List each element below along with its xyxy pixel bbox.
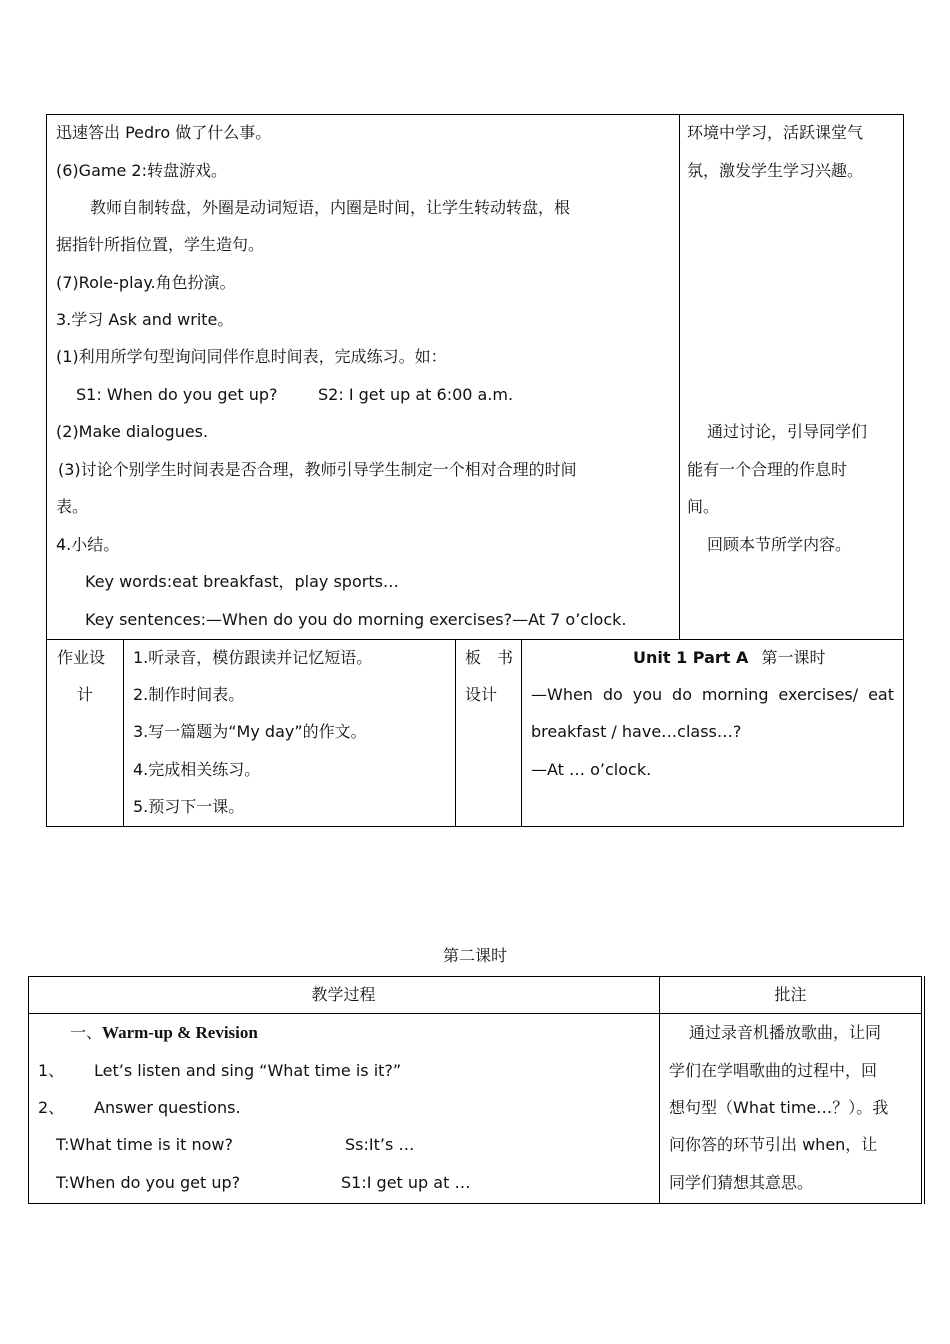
table-edge (924, 976, 925, 1204)
header-divider (28, 1013, 922, 1014)
homework-item: 2.制作时间表。 (133, 685, 245, 704)
procedure-line: 迅速答出 Pedro 做了什么事。 (56, 123, 272, 142)
board-line: breakfast / have…class…? (531, 722, 742, 741)
board-label: 设计 (465, 685, 498, 704)
key-sentences: Key sentences:—When do you do morning exercises?—At 7 o’clock. (85, 610, 627, 629)
homework-item: 3.写一篇题为“My day”的作文。 (133, 722, 367, 741)
board-label: 板 书 (465, 648, 514, 667)
student-answer: S1:I get up at … (341, 1173, 471, 1192)
section-title: 第二课时 (442, 946, 507, 965)
procedure-line: 3.学习 Ask and write。 (56, 310, 234, 329)
procedure-line: (7)Role-play.角色扮演。 (56, 273, 236, 292)
header-process: 教学过程 (311, 985, 376, 1004)
warmup-heading (70, 1023, 258, 1043)
column-divider (679, 114, 680, 640)
board-line: —At … o’clock. (531, 760, 652, 779)
column-divider (659, 976, 660, 1204)
homework-label: 计 (77, 685, 94, 704)
item-text: Let’s listen and sing “What time is it?” (94, 1061, 402, 1080)
table-frame (28, 976, 922, 1204)
note-line: 同学们猜想其意思。 (669, 1173, 814, 1192)
column-divider (123, 639, 124, 827)
procedure-line: 教师自制转盘，外圈是动词短语，内圈是时间，让学生转动转盘，根 (90, 198, 571, 217)
note-line: 想句型（What time…？）。我 (669, 1098, 889, 1117)
warmup-title: Warm-up & Revision (102, 1023, 258, 1042)
key-words: Key words:eat breakfast，play sports… (85, 572, 399, 591)
board-title-unit: Unit 1 Part A (633, 648, 749, 667)
comment-line: 环境中学习，活跃课堂气 (687, 123, 864, 142)
board-title (633, 648, 825, 668)
homework-item: 5.预习下一课。 (133, 797, 245, 816)
comment-line: 间。 (687, 497, 720, 516)
procedure-line: 表。 (56, 497, 89, 516)
note-line: 通过录音机播放歌曲，让同 (689, 1023, 882, 1042)
item-number: 2、 (38, 1098, 65, 1117)
column-divider (455, 639, 456, 827)
homework-label: 作业设 (57, 648, 106, 667)
dialogue-s2: S2: I get up at 6:00 a.m. (318, 385, 514, 404)
procedure-line: (6)Game 2:转盘游戏。 (56, 161, 227, 180)
row-divider (46, 639, 904, 640)
board-line: —When do you do morning exercises/ eat (531, 685, 894, 704)
item-number: 1、 (38, 1061, 65, 1080)
comment-line: 通过讨论，引导同学们 (707, 422, 868, 441)
board-title-lesson: 第一课时 (761, 648, 826, 667)
warmup-prefix: 一、 (70, 1023, 103, 1042)
dialogue-s1: S1: When do you get up? (76, 385, 278, 404)
item-text: Answer questions. (94, 1098, 241, 1117)
procedure-line: 据指针所指位置，学生造句。 (56, 235, 265, 254)
homework-item: 4.完成相关练习。 (133, 760, 261, 779)
student-answer: Ss:It’s … (345, 1135, 415, 1154)
comment-line: 氛，激发学生学习兴趣。 (687, 161, 864, 180)
teacher-question: T:When do you get up? (56, 1173, 241, 1192)
procedure-line: (2)Make dialogues. (56, 422, 209, 441)
header-notes: 批注 (774, 985, 807, 1004)
homework-item: 1.听录音，模仿跟读并记忆短语。 (133, 648, 373, 667)
procedure-line: (3)讨论个别学生时间表是否合理，教师引导学生制定一个相对合理的时间 (58, 460, 577, 479)
note-line: 学们在学唱歌曲的过程中，回 (669, 1061, 878, 1080)
teacher-question: T:What time is it now? (56, 1135, 233, 1154)
procedure-line: 4.小结。 (56, 535, 120, 554)
comment-line: 能有一个合理的作息时 (687, 460, 848, 479)
note-line: 问你答的环节引出 when，让 (669, 1135, 878, 1154)
procedure-line: (1)利用所学句型询问同伴作息时间表，完成练习。如： (56, 347, 447, 366)
column-divider (521, 639, 522, 827)
comment-line: 回顾本节所学内容。 (707, 535, 852, 554)
